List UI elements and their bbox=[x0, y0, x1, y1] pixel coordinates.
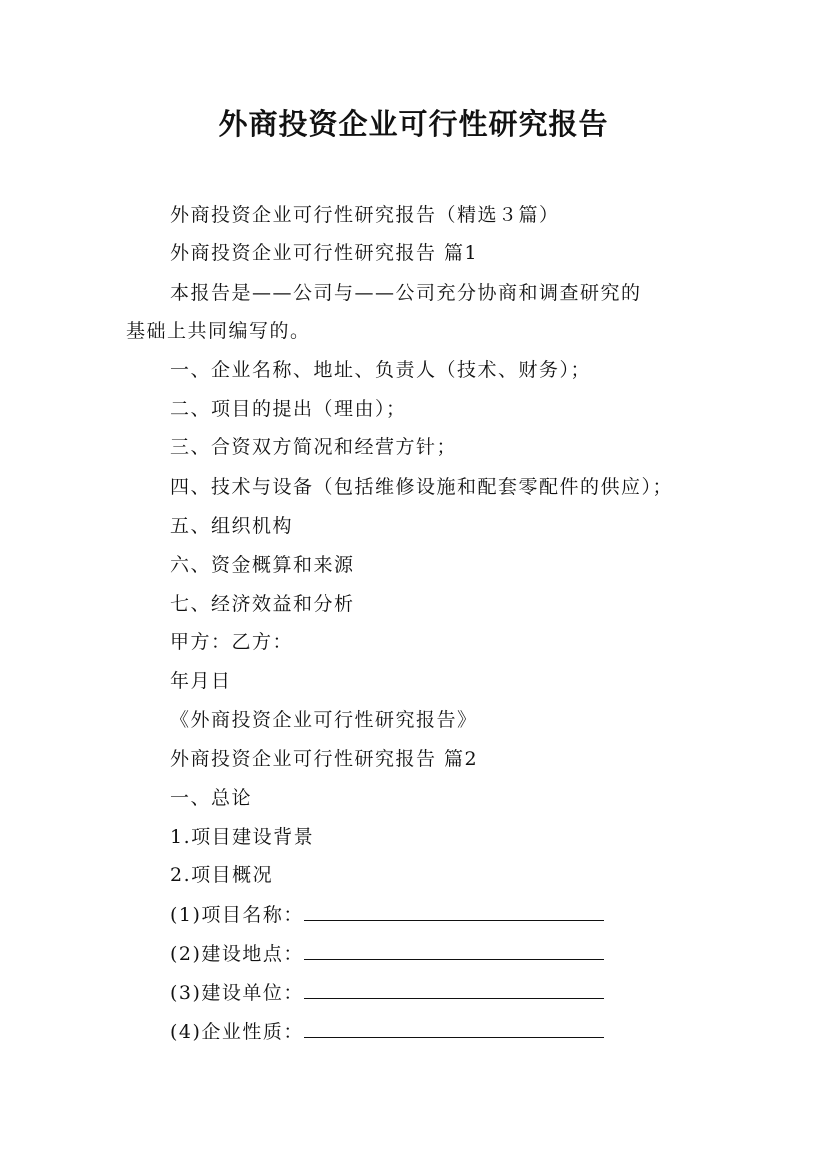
form-field-blank bbox=[304, 902, 604, 921]
subtitle-line: 外商投资企业可行性研究报告（精选３篇） bbox=[170, 204, 560, 226]
list-item: 六、资金概算和来源 bbox=[170, 554, 355, 576]
signature-line: 甲方：乙方： bbox=[170, 631, 294, 653]
list-item: 七、经济效益和分析 bbox=[170, 593, 355, 615]
paragraph-line-continued: 基础上共同编写的。 bbox=[126, 320, 311, 342]
section-heading-2: 外商投资企业可行性研究报告 篇2 bbox=[170, 748, 479, 770]
form-field-blank bbox=[304, 1019, 604, 1038]
form-field-label: (4)企业性质： bbox=[170, 1021, 304, 1043]
form-field-blank bbox=[304, 980, 604, 999]
form-field-row bbox=[170, 939, 604, 966]
list-item: 1.项目建设背景 bbox=[170, 826, 315, 848]
reference-line: 《外商投资企业可行性研究报告》 bbox=[170, 709, 478, 731]
form-field-label: (3)建设单位： bbox=[170, 982, 304, 1004]
list-item: 四、技术与设备（包括维修设施和配套零配件的供应）； bbox=[170, 476, 674, 498]
document-title: 外商投资企业可行性研究报告 bbox=[218, 107, 609, 141]
section-heading-1: 外商投资企业可行性研究报告 篇1 bbox=[170, 242, 479, 264]
form-field-row bbox=[170, 900, 604, 927]
form-field-row bbox=[170, 1017, 604, 1044]
list-item: 2.项目概况 bbox=[170, 864, 274, 886]
form-field-row bbox=[170, 978, 604, 1005]
paragraph-line: 本报告是——公司与——公司充分协商和调查研究的 bbox=[170, 282, 642, 304]
list-item: 一、总论 bbox=[170, 787, 253, 809]
list-item: 二、项目的提出（理由）； bbox=[170, 398, 407, 420]
form-field-blank bbox=[304, 941, 604, 960]
date-line: 年月日 bbox=[170, 670, 232, 692]
form-field-label: (1)项目名称： bbox=[170, 904, 304, 926]
list-item: 五、组织机构 bbox=[170, 515, 294, 537]
form-field-label: (2)建设地点： bbox=[170, 943, 304, 965]
list-item: 三、合资双方简况和经营方针； bbox=[170, 436, 458, 458]
list-item: 一、企业名称、地址、负责人（技术、财务）； bbox=[170, 359, 592, 381]
